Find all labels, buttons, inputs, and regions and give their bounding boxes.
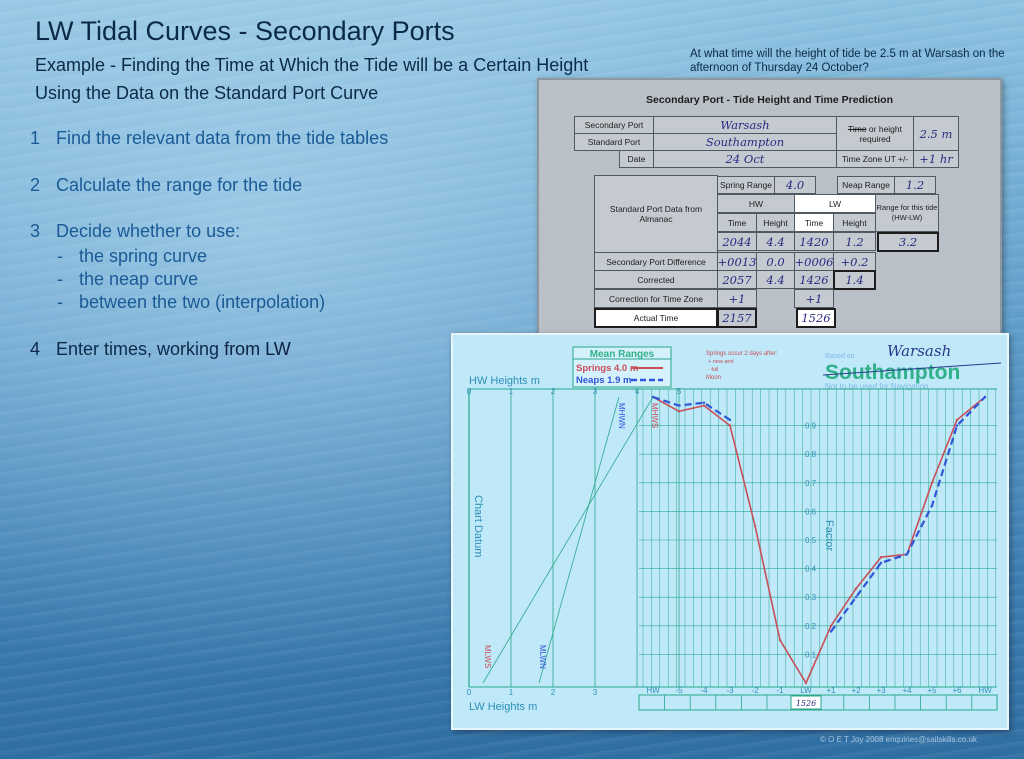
standard-port-value: Southampton [653, 133, 837, 151]
option-text: between the two (interpolation) [79, 292, 326, 312]
mean-ranges-title: Mean Ranges [589, 349, 655, 360]
spring-range-value: 4.0 [774, 176, 816, 194]
neaps-point [703, 402, 705, 404]
spring-range-label: Spring Range [717, 176, 775, 194]
springs-note-4: Moon [706, 375, 722, 381]
step-3-number: 3 [30, 221, 41, 241]
hw-height-tick: 4 [634, 387, 640, 396]
secondary-port-label: Secondary Port [574, 116, 654, 134]
standard-port-data-label: Standard Port Data from Almanac [594, 175, 718, 253]
date-value: 24 Oct [653, 150, 837, 168]
hw-height-tick: 0 [466, 387, 472, 396]
hour-tick: +3 [876, 686, 886, 695]
neaps-curve [653, 397, 985, 632]
secondary-port-value: Warsash [653, 116, 837, 134]
bullet-dash: - [57, 246, 63, 266]
lw-height-tick: 3 [592, 688, 598, 697]
neaps-point [956, 424, 958, 426]
hw-height-tick: 3 [592, 387, 598, 396]
step-4-text: Enter times, working [56, 339, 225, 359]
springs-point [956, 419, 958, 421]
factor-tick: 0.7 [805, 478, 817, 488]
springs-point [830, 625, 832, 627]
hour-tick: +5 [927, 686, 937, 695]
springs-point [779, 639, 781, 641]
neaps-point [906, 553, 908, 555]
actual-lw-time: 1526 [796, 308, 836, 328]
neaps-point [678, 404, 680, 406]
corrected-hw-time: 2057 [717, 270, 757, 289]
lw-time-box-value: 1526 [795, 699, 817, 708]
tz-correction-hw: +1 [717, 289, 757, 308]
diff-hw-time: +0013 [717, 252, 757, 271]
hw-time-header: Time [717, 213, 757, 232]
tidal-curve-chart [453, 335, 1011, 732]
mlwn-label: MLWN [538, 645, 547, 669]
neaps-point [830, 630, 832, 632]
question-text: At what time will the height of tide be 2.5 m at Warsash on the afternoon of Thursday 24 October? [690, 48, 1005, 74]
slide-subtitle-2: Using the Data on the Standard Port Curve [35, 83, 379, 103]
factor-axis-label: Factor [823, 520, 835, 552]
neaps-guide-line [539, 397, 619, 683]
springs-point [754, 525, 756, 527]
range-value: 3.2 [877, 232, 939, 252]
step-3-option-interp [57, 292, 325, 313]
mhws-label: MHWS [650, 403, 659, 429]
hw-height-tick: 5 [676, 387, 682, 396]
corrected-lw-height: 1.4 [833, 270, 876, 290]
factor-tick: 0.2 [805, 621, 817, 631]
form-title: Secondary Port - Tide Height and Time Prediction [646, 94, 893, 106]
mlws-label: MLWS [483, 645, 492, 669]
neaps-point [984, 396, 986, 398]
tz-correction-lw: +1 [794, 289, 834, 308]
hw-height-tick: 1 [508, 387, 514, 396]
option-text: the spring curve [79, 246, 208, 266]
lw-height-tick: 1 [508, 688, 514, 697]
step-3-option-neap [57, 269, 198, 290]
neaps-point [855, 596, 857, 598]
springs-guide-line [483, 397, 653, 683]
hour-tick: -4 [700, 686, 708, 695]
step-3-text: Decide whether to use: [56, 221, 241, 241]
lw-height-value: 1.2 [833, 232, 876, 251]
step-3 [30, 221, 240, 242]
legend-neaps-label: Neaps 1.9 m [576, 375, 632, 386]
hour-tick: HW [978, 686, 992, 695]
time-zone-correction-label: Correction for Time Zone [594, 289, 718, 308]
chart-datum-label: Chart Datum [472, 495, 484, 558]
factor-tick: 0.6 [805, 507, 817, 517]
springs-point [678, 410, 680, 412]
step-4 [30, 339, 291, 360]
based-on-label: Based on [825, 353, 855, 360]
neaps-point [880, 562, 882, 564]
height-required-value: 2.5 m [913, 116, 959, 151]
date-label: Date [619, 150, 654, 168]
step-2-number: 2 [30, 175, 41, 195]
factor-tick: 0.5 [805, 536, 817, 545]
lw-header: LW [794, 194, 876, 213]
option-text: the neap curve [79, 269, 199, 289]
step-2 [30, 175, 302, 196]
factor-tick: 0.1 [805, 650, 817, 660]
secondary-port-difference-label: Secondary Port Difference [594, 252, 718, 271]
hw-height-header: Height [756, 213, 795, 232]
height-required-text: or height required [859, 123, 903, 144]
slide-title: LW Tidal Curves - Secondary Ports [35, 16, 455, 46]
corrected-hw-height: 4.4 [756, 270, 795, 289]
hour-tick: +1 [826, 686, 836, 695]
springs-point [880, 556, 882, 558]
actual-time-label: Actual Time [594, 308, 718, 328]
hw-height-tick: 2 [550, 387, 556, 396]
hour-tick: HW [646, 686, 660, 695]
neaps-point [652, 396, 654, 398]
step-3-option-spring [57, 246, 207, 267]
springs-note-3: - full [708, 367, 719, 373]
neap-range-value: 1.2 [894, 176, 936, 194]
port-name: Southampton [825, 361, 961, 384]
springs-point [805, 682, 807, 684]
diff-hw-height: 0.0 [756, 252, 795, 271]
diff-lw-time: +0006 [794, 252, 834, 271]
corrected-lw-time: 1426 [794, 270, 834, 289]
time-zone-label: Time Zone UT +/- [836, 150, 914, 168]
time-zone-value: +1 hr [913, 150, 959, 168]
step-4-number: 4 [30, 339, 41, 359]
springs-point [703, 404, 705, 406]
lw-height-header: Height [833, 213, 876, 232]
neaps-point [729, 419, 731, 421]
hour-tick: -1 [776, 686, 784, 695]
springs-point [931, 482, 933, 484]
springs-point [855, 587, 857, 589]
springs-note-2: + new and [708, 359, 734, 365]
springs-note: Springs occur 2 days after: [706, 351, 778, 357]
hw-heights-label: HW Heights m [469, 375, 540, 387]
factor-tick: 0.8 [805, 450, 817, 460]
step-1-number: 1 [30, 128, 41, 148]
hour-tick: LW [800, 686, 812, 695]
step-2-text: Calculate the range for the tide [56, 175, 303, 195]
hour-tick: +4 [902, 686, 912, 695]
hw-header: HW [717, 194, 795, 213]
step-1-text: Find the relevant data from the tide tables [56, 128, 389, 148]
hour-tick: -5 [675, 686, 683, 695]
lw-heights-label: LW Heights m [469, 701, 538, 713]
lw-time-value: 1420 [794, 232, 834, 251]
hour-tick: +2 [851, 686, 861, 695]
factor-tick: 0.3 [805, 593, 817, 603]
overlay-port-name: Warsash [887, 342, 952, 360]
factor-tick: 0.9 [805, 421, 817, 431]
time-strikethrough: Time [847, 123, 867, 134]
step-4-emphasis: from LW [224, 339, 291, 359]
lw-height-tick: 0 [466, 688, 472, 697]
prediction-form [537, 78, 1002, 336]
not-for-navigation: Not to be used for Navigation [825, 382, 929, 391]
legend-springs-label: Springs 4.0 m [576, 363, 639, 374]
chart-grid [466, 387, 997, 687]
lw-height-tick: 2 [550, 688, 556, 697]
factor-tick: 0.4 [805, 564, 817, 574]
neaps-point [931, 505, 933, 507]
springs-point [729, 424, 731, 426]
bullet-dash: - [57, 292, 63, 312]
standard-port-label: Standard Port [574, 133, 654, 151]
tidal-curve-panel [451, 333, 1009, 730]
range-this-tide-label: Range for this tide (HW-LW) [875, 194, 939, 232]
step-1 [30, 128, 388, 149]
actual-hw-time: 2157 [717, 308, 757, 328]
slide-subtitle: Example - Finding the Time at Which the Tide will be a Certain Height [35, 55, 589, 75]
hour-tick: -3 [726, 686, 734, 695]
lw-time-header: Time [794, 213, 834, 232]
neap-range-label: Neap Range [837, 176, 895, 194]
copyright-text: © O E T Joy 2008 enquiries@sailskills.co.uk [820, 735, 977, 744]
height-required-label [836, 116, 914, 151]
bullet-dash: - [57, 269, 63, 289]
mhwn-label: MHWN [617, 403, 626, 429]
hw-time-value: 2044 [717, 232, 757, 251]
diff-lw-height: +0.2 [833, 252, 876, 271]
corrected-label: Corrected [594, 270, 718, 289]
hour-tick: +6 [952, 686, 962, 695]
hour-tick: -2 [751, 686, 759, 695]
hw-height-value: 4.4 [756, 232, 795, 251]
